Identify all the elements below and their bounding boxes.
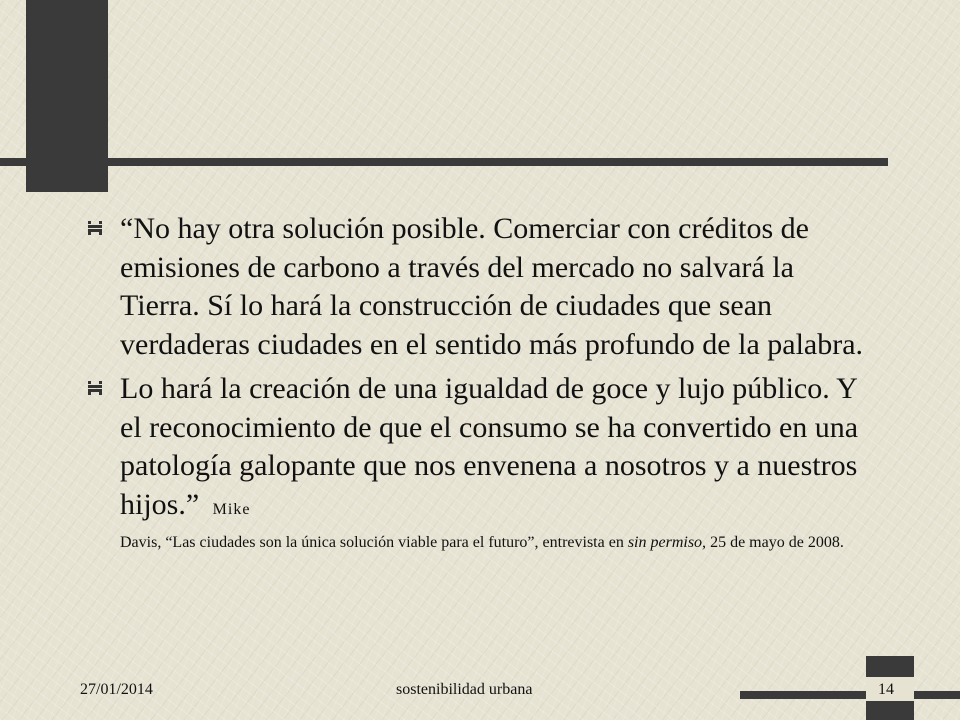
slide-body [88, 210, 878, 553]
bullet-item [88, 370, 878, 529]
bullet-item [88, 210, 878, 364]
bullet-text: “No hay otra solución posible. Comerciar con créditos de emisiones de carbono a través del mercado no salvará la Tierra. Sí lo hará la construcción de ciudades que sean verdaderas ciudades en el sentido más profundo de la palabra. [120, 212, 864, 361]
page-number: 14 [878, 681, 894, 698]
bullet-text: Lo hará la creación de una igualdad de goce y lujo público. Y el reconocimiento de que el consumo se ha convertido en una patología galopante que nos envenena a nosotros y a nuestros hijos.” [120, 372, 859, 521]
footer-date: 27/01/2014 [80, 681, 153, 698]
citation [88, 533, 878, 553]
citation-text: Davis, “Las ciudades son la única solución viable para el futuro”, entrevista en [120, 534, 628, 551]
title-divider-bar [0, 158, 888, 166]
citation-source: sin permiso, [627, 534, 707, 551]
citation-date: 25 de mayo de 2008. [706, 534, 844, 551]
footer-topic: sostenibilidad urbana [396, 681, 533, 698]
z-bullet-icon [88, 381, 102, 395]
attribution-name: Mike [212, 500, 251, 518]
footer-bar [740, 691, 960, 699]
z-bullet-icon [88, 221, 102, 235]
